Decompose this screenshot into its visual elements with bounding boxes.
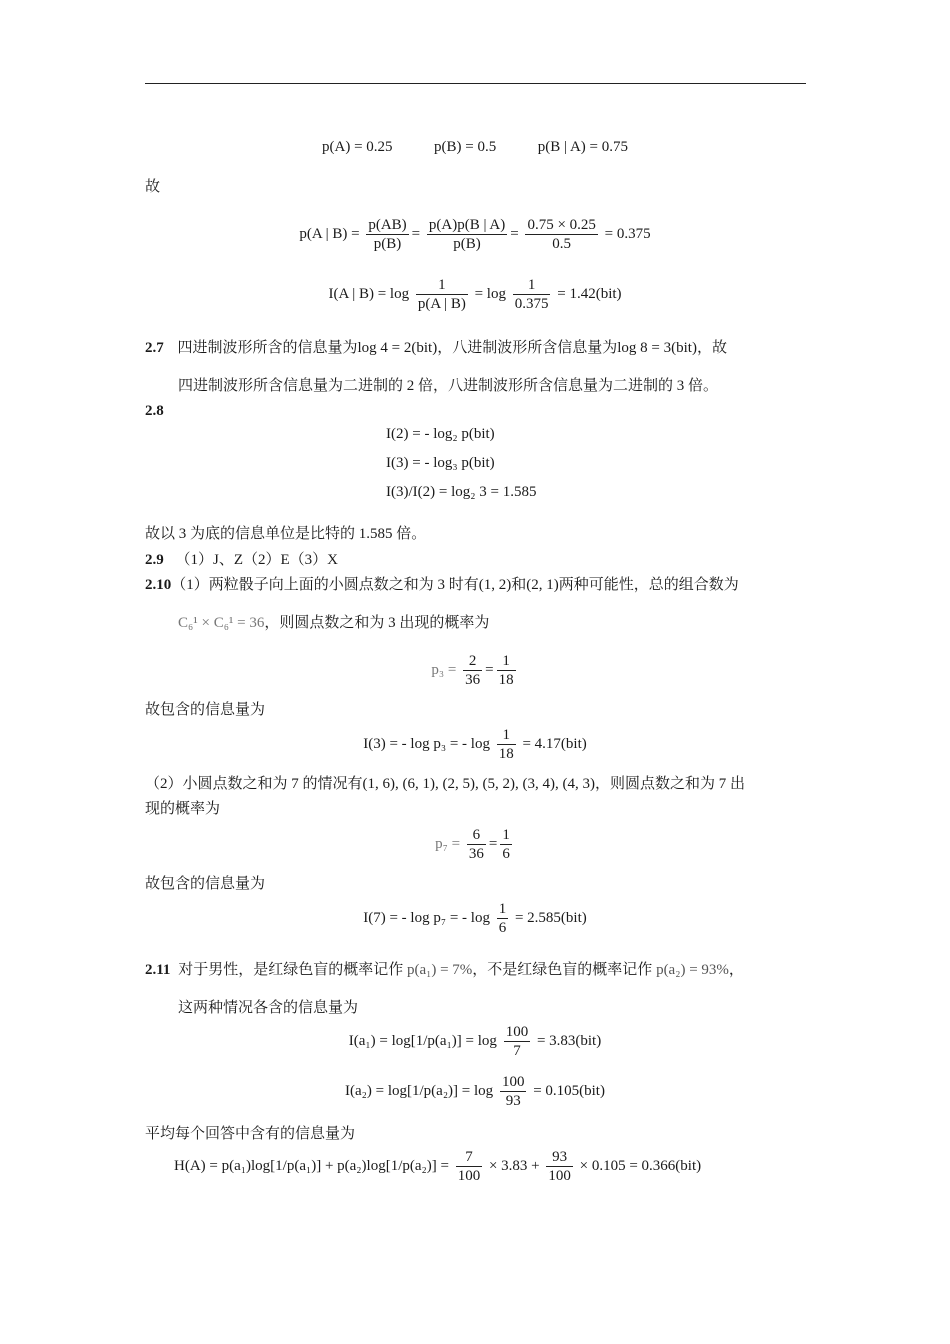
p27-math-b: log 8 = 3(bit) bbox=[617, 340, 697, 356]
prob-b: p(B) = 0.5 bbox=[434, 139, 497, 155]
eq3-frac2 bbox=[513, 276, 551, 313]
equation-p7 bbox=[0, 822, 950, 866]
problem-number: 2.9 bbox=[145, 552, 164, 568]
h-frac2-num: 93 bbox=[546, 1148, 573, 1167]
prob-a: p(A) = 0.25 bbox=[322, 139, 393, 155]
h-frac2-den: 100 bbox=[548, 1168, 571, 1185]
problem-2-10-line1 bbox=[145, 575, 739, 595]
p28-eq2: I(3) = - log₃ p(bit) bbox=[386, 455, 495, 471]
eq2-frac1-den: p(B) bbox=[373, 236, 402, 253]
ia1-lhs: I(a₁) = log[1/p(a₁)] = log bbox=[348, 1033, 497, 1049]
p27-text-b: ，八进制波形所含信息量为 bbox=[437, 340, 618, 356]
ia1-result: = 3.83(bit) bbox=[536, 1033, 602, 1049]
ia2-frac-den: 93 bbox=[505, 1093, 521, 1110]
equation-ia1 bbox=[0, 1019, 950, 1063]
eq2-frac2-den: p(B) bbox=[453, 236, 481, 253]
eq2-lhs: p(A | B) = bbox=[299, 226, 360, 242]
p3-frac1-num: 2 bbox=[463, 652, 482, 671]
eq2-result: = 0.375 bbox=[604, 226, 651, 242]
equation-i7 bbox=[0, 896, 950, 940]
problem-2-10-line2 bbox=[178, 613, 489, 633]
p3-frac2-num: 1 bbox=[497, 652, 516, 671]
p27-text-a: 四进制波形所含的信息量为 bbox=[177, 340, 358, 356]
p211-average-text: 平均每个回答中含有的信息量为 bbox=[145, 1126, 356, 1142]
p7-eq: = bbox=[488, 836, 498, 852]
p27-math-a: log 4 = 2(bit) bbox=[357, 340, 438, 356]
problem-2-11-line1 bbox=[145, 960, 744, 980]
ia1-frac bbox=[504, 1023, 531, 1060]
p7-frac1-num: 6 bbox=[467, 826, 486, 845]
h-frac2 bbox=[546, 1148, 573, 1185]
i3-frac bbox=[497, 726, 516, 763]
i7-frac-den: 6 bbox=[498, 920, 507, 937]
eq2-frac2-num: p(A)p(B | A) bbox=[428, 217, 506, 234]
eq2-frac2 bbox=[427, 216, 507, 253]
i3-lhs: I(3) = - log p₃ = - log bbox=[363, 736, 490, 752]
h-mid: × 3.83 + bbox=[488, 1158, 540, 1174]
ia1-frac-den: 7 bbox=[513, 1043, 521, 1060]
equation-ia2 bbox=[0, 1069, 950, 1113]
eq3-mid: = log bbox=[474, 286, 506, 302]
h-lhs: H(A) = p(a₁)log[1/p(a₁)] + p(a₂)log[1/p(a₂)] = bbox=[174, 1158, 449, 1174]
ia1-frac-num: 100 bbox=[505, 1024, 529, 1041]
eq2-frac3-num: 0.75 × 0.25 bbox=[527, 217, 596, 234]
eq3-lhs: I(A | B) = log bbox=[328, 286, 410, 302]
eq2-frac3 bbox=[525, 216, 597, 253]
eq2-frac1-num: p(AB) bbox=[368, 217, 407, 234]
h-frac1-den: 100 bbox=[457, 1168, 481, 1185]
i7-result: = 2.585(bit) bbox=[514, 910, 587, 926]
eq2-frac3-den: 0.5 bbox=[552, 236, 572, 253]
p29-answer: （1）J、Z（2）E（3）X bbox=[175, 552, 338, 568]
problem-number: 2.11 bbox=[145, 962, 171, 978]
h-frac1-num: 7 bbox=[456, 1148, 483, 1167]
problem-2-10-line4: 现的概率为 bbox=[145, 801, 221, 817]
ia2-lhs: I(a₂) = log[1/p(a₂)] = log bbox=[345, 1083, 494, 1099]
prob-b-given-a: p(B | A) = 0.75 bbox=[537, 139, 628, 155]
problem-2-9 bbox=[145, 550, 338, 570]
p210-combination: C₆¹ × C₆¹ = 36 bbox=[178, 615, 265, 631]
p7-frac1-den: 36 bbox=[468, 846, 484, 863]
ia2-frac-num: 100 bbox=[501, 1074, 525, 1091]
p211-text-c: ， bbox=[728, 962, 744, 978]
problem-2-10-line3: （2）小圆点数之和为 7 的情况有(1, 6), (6, 1), (2, 5), (5, 2), (3, 4), (4, 3)，则圆点数之和为 7 出 bbox=[145, 776, 745, 792]
p3-eq: = bbox=[485, 662, 494, 678]
p3-lhs: p₃ = bbox=[431, 662, 457, 678]
equation-bayes: p(A | B) = $\frac{p(AB)}{p(B)}$ = $\frac{p(A)p(B | A)}{p(B)}$ = $\frac{0.75 \times 0.25}{0.5}$ = 0.375 bbox=[299, 217, 651, 253]
header-rule bbox=[145, 83, 806, 84]
eq3-frac1-den: p(A | B) bbox=[417, 296, 466, 313]
equation-p3 bbox=[0, 648, 950, 692]
p211-text-b: ，不是红绿色盲的概率记作 bbox=[472, 962, 653, 978]
p28-eq3: I(3)/I(2) = log₂ 3 = 1.585 bbox=[386, 484, 537, 500]
ia2-result: = 0.105(bit) bbox=[533, 1083, 605, 1099]
p3-frac1-den: 36 bbox=[465, 672, 481, 689]
p7-frac2 bbox=[500, 826, 512, 863]
p210-text-2: ，则圆点数之和为 3 出现的概率为 bbox=[264, 615, 490, 631]
i7-frac bbox=[497, 900, 509, 937]
p7-frac2-num: 1 bbox=[502, 827, 510, 844]
problem-number: 2.10 bbox=[145, 577, 172, 593]
p3-frac2-den: 18 bbox=[498, 672, 514, 689]
p211-text-a: 对于男性，是红绿色盲的概率记作 bbox=[178, 962, 404, 978]
h-result: × 0.105 = 0.366(bit) bbox=[579, 1158, 702, 1174]
p7-frac2-den: 6 bbox=[502, 846, 510, 863]
ia2-frac bbox=[500, 1073, 527, 1110]
p210-gu-3: 故包含的信息量为 bbox=[145, 876, 266, 892]
i3-result: = 4.17(bit) bbox=[522, 736, 587, 752]
eq2-frac1 bbox=[366, 216, 408, 253]
p3-frac2 bbox=[497, 652, 516, 689]
p211-math-b: p(a₂) = 93% bbox=[656, 962, 729, 978]
text-gu-1: 故 bbox=[145, 179, 161, 195]
i7-lhs: I(7) = - log p₇ = - log bbox=[363, 910, 490, 926]
p210-gu-2: 故包含的信息量为 bbox=[145, 702, 266, 718]
problem-2-11-line2: 这两种情况各含的信息量为 bbox=[178, 1000, 359, 1016]
equation-entropy bbox=[174, 1144, 701, 1188]
problem-2-8-number: 2.8 bbox=[145, 403, 164, 419]
i3-frac-num: 1 bbox=[497, 726, 516, 745]
eq3-frac2-num: 1 bbox=[513, 276, 551, 295]
p27-text-c: ，故 bbox=[696, 340, 727, 356]
problem-number: 2.7 bbox=[145, 340, 164, 356]
eq3-frac2-den: 0.375 bbox=[514, 296, 549, 313]
equation-given-probabilities bbox=[0, 137, 950, 157]
problem-2-7-line2: 四进制波形所含信息量为二进制的 2 倍，八进制波形所含信息量为二进制的 3 倍。 bbox=[178, 378, 719, 394]
p7-lhs: p₇ = bbox=[435, 836, 461, 852]
eq3-result: = 1.42(bit) bbox=[557, 286, 622, 302]
eq3-frac1 bbox=[416, 276, 468, 313]
i3-frac-den: 18 bbox=[498, 746, 514, 763]
i7-frac-num: 1 bbox=[498, 901, 507, 918]
problem-2-7-line1 bbox=[145, 338, 727, 358]
p28-eq1: I(2) = - log₂ p(bit) bbox=[386, 426, 495, 442]
p210-text-1: （1）两粒骰子向上面的小圆点数之和为 3 时有(1, 2)和(2, 1)两种可能性，总的组合数为 bbox=[171, 577, 739, 593]
p28-conclusion: 故以 3 为底的信息单位是比特的 1.585 倍。 bbox=[145, 526, 427, 542]
p3-frac1 bbox=[463, 652, 482, 689]
p211-math-a: p(a₁) = 7% bbox=[406, 962, 473, 978]
h-frac1 bbox=[456, 1148, 483, 1185]
equation-i3 bbox=[0, 722, 950, 766]
equation-info-a-given-b bbox=[0, 272, 950, 316]
eq3-frac1-num: 1 bbox=[416, 276, 468, 295]
p7-frac1 bbox=[467, 826, 486, 863]
